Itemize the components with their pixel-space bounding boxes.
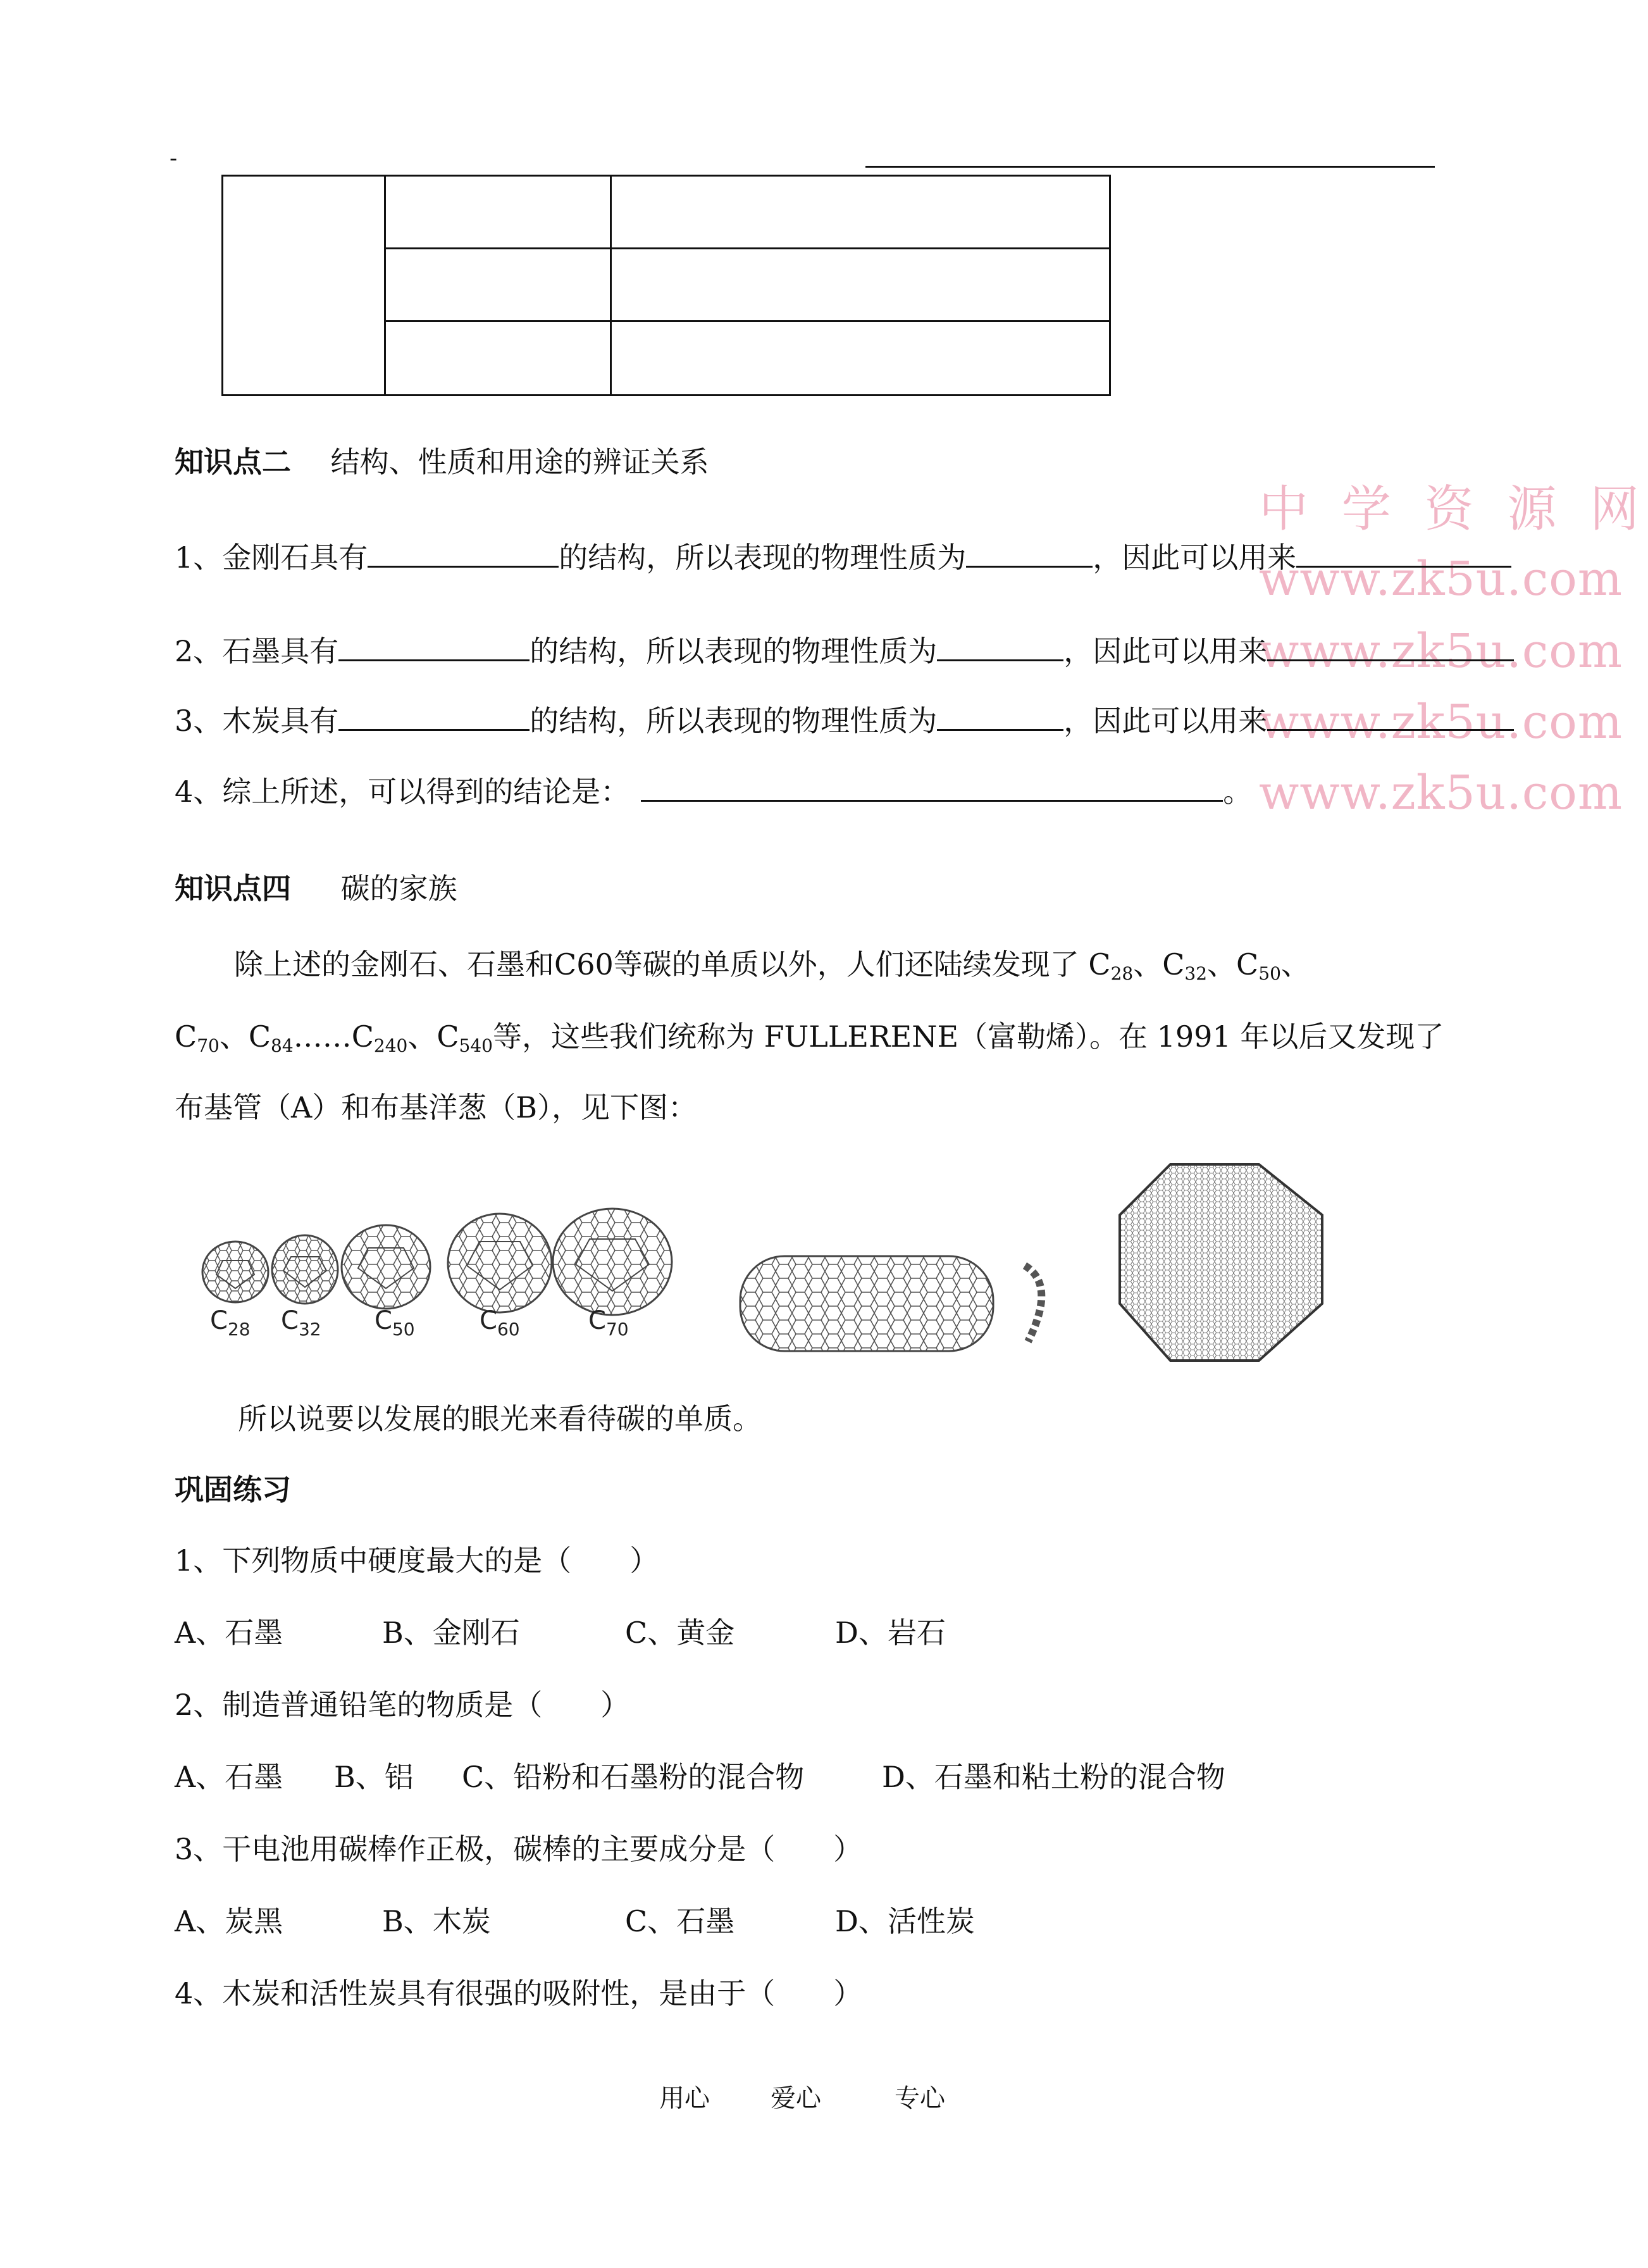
option[interactable]: C、黄金	[625, 1616, 735, 1650]
option[interactable]: A、石墨	[175, 1616, 283, 1650]
table-cell-left	[221, 175, 386, 396]
c32-molecule-icon	[272, 1235, 338, 1304]
subscript: 28	[1110, 963, 1134, 984]
label-c32-symbol: C	[281, 1306, 299, 1335]
fullerene-figure	[183, 1139, 1398, 1380]
c60-molecule-icon	[448, 1214, 552, 1312]
table-cell-r2c2	[610, 247, 1111, 322]
table-cell-r3c1	[384, 320, 612, 396]
kp4-para-2-text: ……C	[293, 1019, 374, 1054]
kp2-item-3-mid: 的结构，所以表现的物理性质为	[530, 704, 938, 738]
option[interactable]: C、石墨	[625, 1904, 735, 1938]
kp4-para-2-text: 、C	[219, 1019, 271, 1054]
carbon-onion-icon	[1120, 1164, 1322, 1361]
fill-blank[interactable]	[937, 630, 1063, 661]
footer-item: 爱心	[771, 2084, 821, 2113]
fill-blank[interactable]	[338, 630, 530, 661]
header-rule	[865, 166, 1435, 168]
option[interactable]: B、铝	[334, 1760, 414, 1794]
kp4-para-3: 布基管（A）和布基洋葱（B），见下图：	[175, 1090, 698, 1125]
kp4-para-2-text: 等，这些我们统称为 FULLERENE（富勒烯）。在 1991 年以后又发现了	[493, 1019, 1444, 1054]
subscript: 32	[1184, 963, 1208, 984]
footer-item: 专心	[895, 2084, 945, 2113]
label-c28-subscript: 28	[227, 1319, 251, 1340]
nanotube-icon	[740, 1256, 1041, 1351]
kp4-para-2	[175, 1018, 1444, 1056]
fill-blank[interactable]	[966, 537, 1093, 568]
question-2: 2、制造普通铅笔的物质是（ ）	[175, 1688, 630, 1722]
fill-blank[interactable]	[368, 537, 559, 568]
option[interactable]: D、活性炭	[835, 1904, 975, 1938]
kp2-subtitle: 结构、性质和用途的辨证关系	[330, 445, 709, 479]
label-c32	[281, 1306, 321, 1340]
kp2-heading	[175, 443, 709, 481]
kp2-item-1-tail: ，因此可以用来	[1093, 540, 1297, 575]
label-c70-subscript: 70	[605, 1319, 629, 1340]
kp2-item-2-tail: ，因此可以用来	[1063, 634, 1268, 668]
option[interactable]: A、炭黑	[175, 1904, 283, 1938]
kp2-item-1-num: 1、金刚石具有	[175, 540, 368, 575]
fill-blank[interactable]	[641, 771, 1223, 802]
subscript: 50	[1258, 963, 1281, 984]
option[interactable]: D、岩石	[835, 1616, 946, 1650]
c28-molecule-icon	[202, 1242, 268, 1302]
label-c70	[588, 1306, 629, 1340]
question-3: 3、干电池用碳棒作正极，碳棒的主要成分是（ ）	[175, 1832, 863, 1866]
kp2-item-2-num: 2、石墨具有	[175, 634, 339, 668]
kp2-item-3-num: 3、木炭具有	[175, 704, 339, 738]
question-4: 4、木炭和活性炭具有很强的吸附性，是由于（ ）	[175, 1976, 863, 2010]
label-c28	[210, 1306, 251, 1340]
kp4-heading	[175, 869, 457, 907]
kp2-conclusion-end: 。	[1223, 775, 1253, 809]
label-c50-symbol: C	[375, 1306, 392, 1335]
label-c70-symbol: C	[588, 1306, 606, 1335]
option[interactable]: D、石墨和粘土粉的混合物	[882, 1760, 1225, 1794]
fill-blank[interactable]	[1267, 700, 1514, 731]
kp2-title: 知识点二	[175, 445, 291, 479]
label-c60-symbol: C	[480, 1306, 497, 1335]
watermark-url-3: www.zk5u.com	[1259, 695, 1623, 749]
watermark-title: 中 学 资 源 网	[1259, 481, 1648, 538]
kp2-item-3	[175, 700, 1514, 740]
fill-blank[interactable]	[1267, 630, 1514, 661]
fill-blank[interactable]	[1296, 537, 1511, 568]
label-c60-subscript: 60	[497, 1319, 520, 1340]
kp4-para-4: 所以说要以发展的眼光来看待碳的单质。	[238, 1402, 762, 1436]
watermark-url-2: www.zk5u.com	[1259, 624, 1623, 678]
subscript: 84	[271, 1035, 294, 1056]
kp4-para-1-text: 除上述的金刚石、石墨和C60等碳的单质以外，人们还陆续发现了 C	[234, 947, 1111, 981]
kp4-para-1-text: 、C	[1207, 947, 1259, 981]
kp2-conclusion	[175, 771, 1252, 811]
kp4-para-1	[234, 945, 1310, 983]
table-cell-r1c2	[610, 175, 1111, 249]
table-cell-r2c1	[384, 247, 612, 322]
label-c60	[480, 1306, 520, 1340]
c50-molecule-icon	[342, 1225, 430, 1309]
label-c50	[375, 1306, 415, 1340]
question-2-options	[175, 1758, 1225, 1796]
watermark-url-1: www.zk5u.com	[1259, 552, 1623, 606]
kp4-title: 知识点四	[175, 871, 291, 906]
kp2-conclusion-text: 4、综上所述，可以得到的结论是：	[175, 775, 630, 809]
option[interactable]: C、铅粉和石墨粉的混合物	[462, 1760, 805, 1794]
kp4-subtitle: 碳的家族	[340, 871, 457, 906]
subscript: 70	[197, 1035, 220, 1056]
fill-blank[interactable]	[937, 700, 1063, 731]
option[interactable]: B、木炭	[382, 1904, 491, 1938]
label-c50-subscript: 50	[392, 1319, 415, 1340]
kp4-para-2-text: C	[175, 1019, 197, 1054]
table-cell-r3c2	[610, 320, 1111, 396]
kp2-item-3-tail: ，因此可以用来	[1063, 704, 1268, 738]
kp4-para-2-text: 、C	[407, 1019, 459, 1054]
question-1: 1、下列物质中硬度最大的是（ ）	[175, 1543, 659, 1578]
option[interactable]: B、金刚石	[382, 1616, 520, 1650]
label-c28-symbol: C	[210, 1306, 228, 1335]
practice-title: 巩固练习	[175, 1473, 291, 1507]
watermark-url-4: www.zk5u.com	[1259, 766, 1623, 820]
question-1-options	[175, 1614, 946, 1652]
option[interactable]: A、石墨	[175, 1760, 283, 1794]
fill-blank[interactable]	[338, 700, 530, 731]
kp4-para-1-text: 、	[1280, 947, 1310, 981]
kp2-item-1-mid: 的结构，所以表现的物理性质为	[559, 540, 967, 575]
kp4-para-1-text: 、C	[1133, 947, 1185, 981]
header-dash: -	[170, 146, 178, 171]
footer-item: 用心	[659, 2084, 710, 2113]
subscript: 240	[373, 1035, 408, 1056]
question-3-options	[175, 1902, 975, 1940]
c70-molecule-icon	[553, 1209, 672, 1315]
kp2-item-2	[175, 630, 1514, 670]
subscript: 540	[459, 1035, 493, 1056]
kp2-item-2-mid: 的结构，所以表现的物理性质为	[530, 634, 938, 668]
label-c32-subscript: 32	[298, 1319, 321, 1340]
table-cell-r1c1	[384, 175, 612, 249]
kp2-item-1	[175, 537, 1511, 576]
